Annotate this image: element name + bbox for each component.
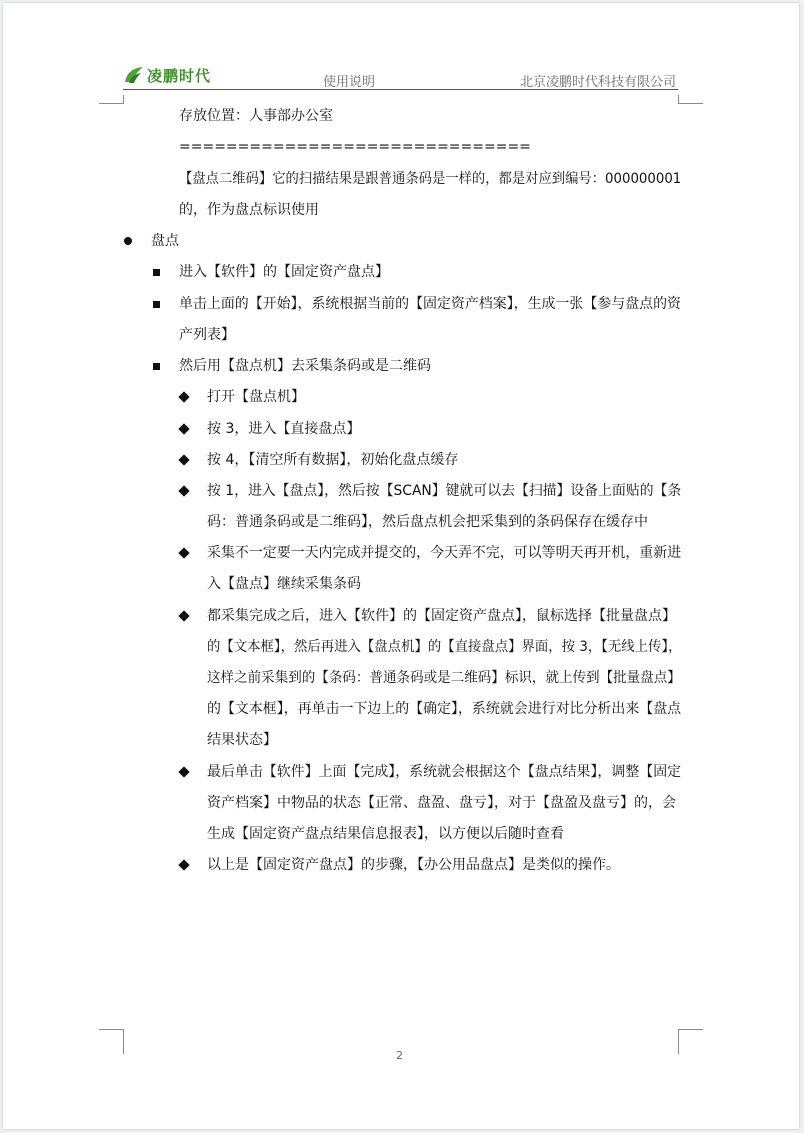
- list-item-continuation: 的【文本框】，再单击一下边上的【确定】，系统就会进行对比分析出来【盘点: [207, 701, 682, 717]
- list-item: 按 1，进入【盘点】，然后按【SCAN】键就可以去【扫描】设备上面贴的【条: [207, 483, 682, 499]
- bullet-diamond-icon: [175, 451, 193, 469]
- list-item: 最后单击【软件】上面【完成】，系统就会根据这个【盘点结果】，调整【固定: [207, 764, 682, 780]
- crop-mark-top-right: [678, 95, 703, 104]
- header-title: 使用说明: [323, 75, 376, 90]
- list-item: 采集不一定要一天内完成并提交的，今天弄不完，可以等明天再开机，重新进: [207, 545, 682, 561]
- page-number: 2: [396, 1049, 403, 1062]
- bullet-diamond-icon: [175, 856, 193, 874]
- list-item: 进入【软件】的【固定资产盘点】: [179, 264, 389, 280]
- list-item: 都采集完成之后，进入【软件】的【固定资产盘点】，鼠标选择【批量盘点】: [207, 608, 676, 624]
- text-line: 存放位置：人事部办公室: [179, 108, 333, 124]
- list-item: 按 4，【清空所有数据】，初始化盘点缓存: [207, 452, 459, 468]
- list-item-continuation: 生成【固定资产盘点结果信息报表】，以方便以后随时查看: [207, 826, 564, 842]
- section-heading: 盘点: [151, 233, 179, 249]
- document-page: [3, 3, 799, 1129]
- header-company-name: 北京凌鹏时代科技有限公司: [519, 75, 676, 90]
- bullet-diamond-icon: [175, 482, 193, 500]
- separator-line: ==============================: [179, 139, 531, 155]
- list-item-continuation: 这样之前采集到的【条码：普通条码或是二维码】标识，就上传到【批量盘点】: [207, 670, 681, 686]
- list-item-continuation: 码：普通条码或是二维码】，然后盘点机会把采集到的条码保存在缓存中: [207, 514, 648, 530]
- list-item-continuation: 产列表】: [179, 327, 235, 343]
- bullet-square-icon: [147, 263, 165, 281]
- list-item: 以上是【固定资产盘点】的步骤，【办公用品盘点】是类似的操作。: [207, 857, 620, 873]
- list-item: 单击上面的【开始】，系统根据当前的【固定资产档案】，生成一张【参与盘点的资: [179, 296, 681, 312]
- list-item: 打开【盘点机】: [207, 389, 305, 405]
- bullet-diamond-icon: [175, 420, 193, 438]
- bullet-diamond-icon: [175, 388, 193, 406]
- page-header: [123, 63, 678, 90]
- text-line: 【盘点二维码】它的扫描结果是跟普通条码是一样的，都是对应到编号：000000001: [179, 171, 682, 187]
- crop-mark-bottom-left: [99, 1029, 124, 1054]
- bullet-diamond-icon: [175, 763, 193, 781]
- logo-text: 凌鹏时代: [147, 66, 212, 85]
- company-logo: [123, 65, 211, 85]
- list-item-continuation: 的【文本框】，然后再进入【盘点机】的【直接盘点】界面，按 3，【无线上传】，: [207, 639, 682, 655]
- leaf-logo-icon: [123, 65, 145, 85]
- list-item-continuation: 入【盘点】继续采集条码: [207, 576, 361, 592]
- bullet-dot-icon: [119, 232, 137, 250]
- list-item-continuation: 资产档案】中物品的状态【正常、盘盈、盘亏】，对于【盘盈及盘亏】的，会: [207, 795, 676, 811]
- bullet-square-icon: [147, 357, 165, 375]
- list-item: 然后用【盘点机】去采集条码或是二维码: [179, 358, 431, 374]
- bullet-square-icon: [147, 295, 165, 313]
- crop-mark-top-left: [99, 95, 124, 104]
- list-item: 按 3，进入【直接盘点】: [207, 421, 361, 437]
- list-item-continuation: 结果状态】: [207, 732, 277, 748]
- bullet-diamond-icon: [175, 607, 193, 625]
- bullet-diamond-icon: [175, 544, 193, 562]
- crop-mark-bottom-right: [678, 1029, 703, 1054]
- text-line: 的，作为盘点标识使用: [179, 202, 319, 218]
